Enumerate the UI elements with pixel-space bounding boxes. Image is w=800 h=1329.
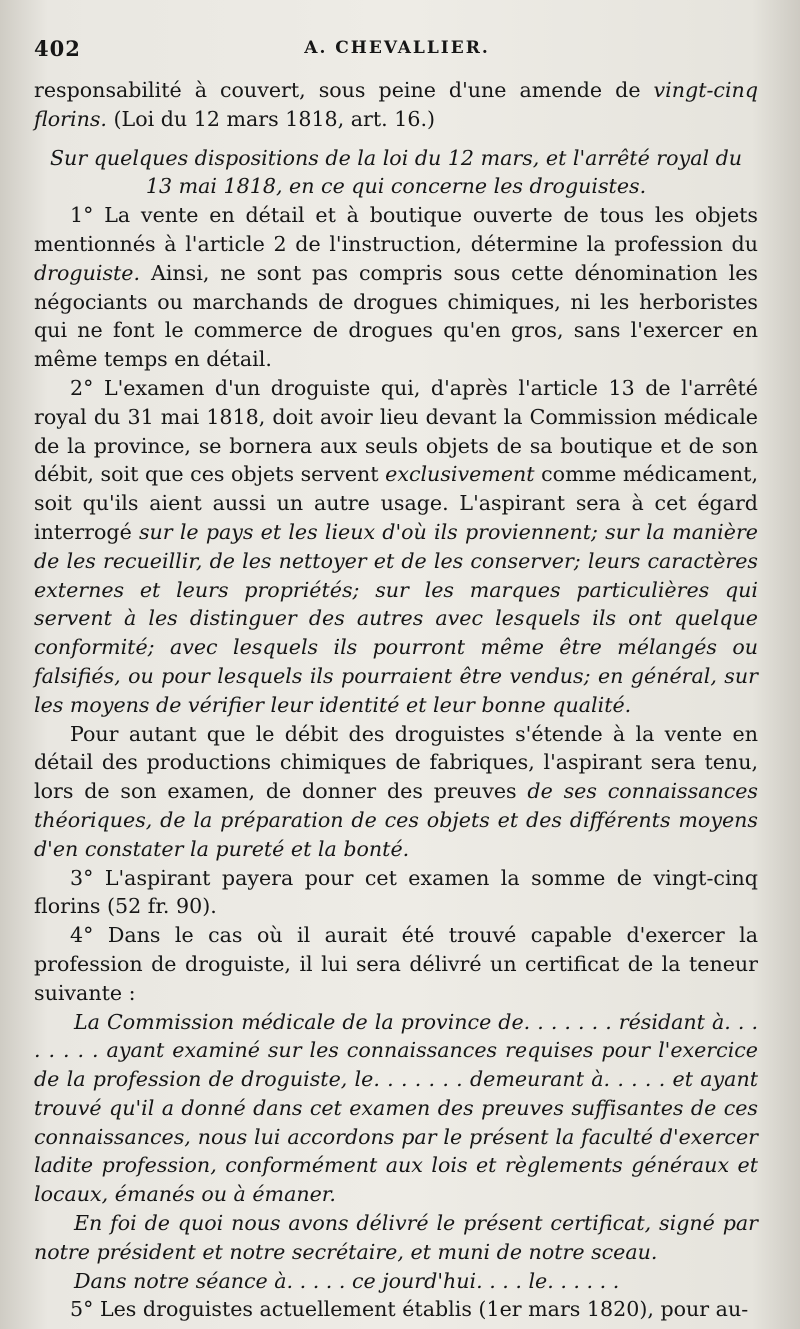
body-text	[34, 76, 758, 1324]
paragraph-1: 1° La vente en détail et à boutique ouverte de tous les objets mentionnés à l'article 2 de l'instruction, détermine la profession du droguiste. Ainsi, ne sont pas compris sous cette dénomination les négociants ou marchands de drogues chimiques, ni les herboristes qui ne font le commerce de drogues qu'en gros, sans l'exercer en même temps en détail.	[34, 203, 758, 372]
certificate-text: La Commission médicale de la province de. . . . . . . résidant à. . . . . . . . ayant examiné sur les connaissances requises pour l'exercice de la profession de droguiste, le. . . . . . . demeurant à. . . . . et ayant trouvé qu'il a donné dans cet examen des preuves suffisantes de ces connaissances, nous lui accordons par le présent la faculté d'exercer ladite profession, conformément aux lois et règlements généraux et locaux, émanés ou à émaner.	[34, 1009, 758, 1207]
paragraph-5: 4° Dans le cas où il aurait été trouvé capable d'exercer la profession de droguiste, il lui sera délivré un certificat de la teneur suivante :	[34, 923, 758, 1005]
section-heading: Sur quelques dispositions de la loi du 12 mars, et l'arrêté royal du 13 mai 1818, en ce qui concerne les droguistes.	[49, 145, 743, 199]
paragraph-2: 2° L'examen d'un droguiste qui, d'après l'article 13 de l'arrêté royal du 31 mai 1818, doit avoir lieu devant la Commission médicale de la province, se bornera aux seuls objets de sa boutique et de son débit, soit que ces objets servent exclusivement comme médicament, soit qu'ils aient aussi un autre usage. L'aspirant sera à cet égard interrogé sur le pays et les lieux d'où ils proviennent; sur la manière de les recueillir, de les nettoyer et de les conserver; leurs caractères externes et leurs propriétés; sur les marques particulières qui servent à les distinguer des autres avec lesquels ils ont quelque conformité; avec lesquels ils pourront même être mélangés ou falsifiés, ou pour lesquels ils pourraient être vendus; en général, sur les moyens de vérifier leur identité et leur bonne qualité.	[34, 375, 758, 717]
paragraph-4: 3° L'aspirant payera pour cet examen la somme de vingt-cinq florins (52 fr. 90).	[34, 865, 758, 919]
page-number: 402	[34, 36, 81, 61]
paragraph-continuation: responsabilité à couvert, sous peine d'une amende de vingt-cinq florins. (Loi du 12 mars 1818, art. 16.)	[34, 78, 758, 131]
paragraph-6: 5° Les droguistes actuellement établis (1er mars 1820), pour au-	[70, 1297, 749, 1322]
running-head: A. CHEVALLIER.	[304, 38, 490, 58]
page-header	[34, 36, 760, 70]
certificate-date-line: Dans notre séance à. . . . . ce jourd'hui. . . . le. . . . . .	[74, 1268, 620, 1293]
certificate-attestation: En foi de quoi nous avons délivré le présent certificat, signé par notre président et notre secrétaire, et muni de notre sceau.	[34, 1211, 758, 1264]
paragraph-3: Pour autant que le débit des droguistes s'étende à la vente en détail des productions chimiques de fabriques, l'aspirant sera tenu, lors de son examen, de donner des preuves de ses connaissances théoriques, de la préparation de ces objets et des différents moyens d'en constater la pureté et la bonté.	[34, 721, 758, 861]
